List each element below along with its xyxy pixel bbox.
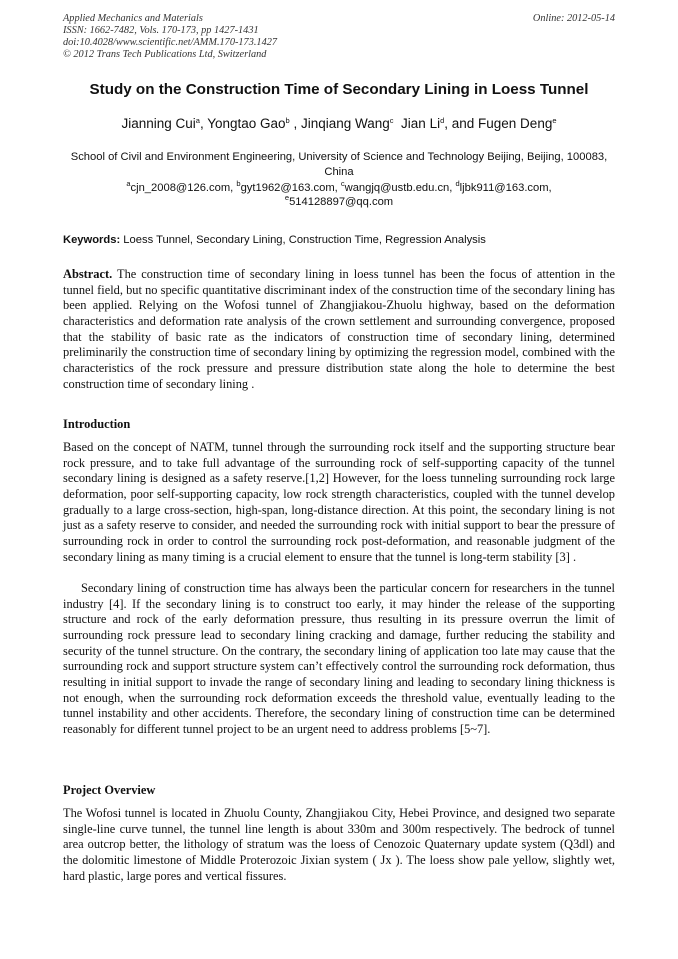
email: $^e$514128897@qq.com xyxy=(284,193,394,208)
journal-name: Applied Mechanics and Materials xyxy=(63,13,203,24)
keywords-label: Keywords: xyxy=(63,234,121,246)
doi-line: doi:10.4028/www.scientific.net/AMM.170-173.1427 xyxy=(63,37,278,48)
online-date: Online: 2012-05-14 xyxy=(532,13,615,24)
introduction-paragraph-2: Secondary lining of construction time has always been the particular concern for researchers in the tunnel industry [4]. If the secondary lining is to construct too early, it may hinder the release of the supporting structure and rock of the early deformation pressure, thus resulting in its pressure overrun the limit of surrounding rock pressure lead to secondary lining cracking and damage, further reducing the stability and security of the tunnel structure. On the contrary, the secondary lining of application too late may cause that the surrounding rock and support structure system can’t effectively control the surrounding rock deformation, thus resulting in initial support to invade the range of secondary lining and leading to secondary lining thickness is not enough, when the surrounding rock deformation exceeds the threshold value, eventually leading to the tunnel instability and other accidents. Therefore, the secondary lining of construction time can be determined reasonably for different tunnel project to be an urgent need to address problems [5~7]. xyxy=(63,581,615,736)
email: $^b$gyt1962@163.com, xyxy=(236,179,341,194)
abstract-text: The construction time of secondary lining in loess tunnel has been the focus of attention in the tunnel field, but no specific quantitative discriminant index of the construction time of the secondary lining has been applied. Relying on the Wofosi tunnel of Zhangjiakou-Zhuolu highway, based on the deformation characteristics and deformation rate analysis of the crown settlement and surrounding convergence, proposed that the stability of basic rate as the indicators of construction time of secondary lining, determined preliminarily the construction time of secondary lining by optimizing the regression model, combined with the characteristics of the rock pressure and pressure distribution state along the hole to determine the best construction time of secondary lining . xyxy=(63,267,615,391)
section-heading-project-overview: Project Overview xyxy=(63,783,156,797)
keywords xyxy=(63,233,615,247)
author-list xyxy=(40,115,638,133)
author: Jinqiang Wang$^c$ xyxy=(300,116,394,131)
email: $^d$ljbk911@163.com, xyxy=(455,179,552,194)
introduction-paragraph-1: Based on the concept of NATM, tunnel through the surrounding rock itself and the supporting structure bear rock pressure, and to take full advantage of the surrounding rock of self-supporting capacity of the tunnel secondary lining is designed as a safety reserve.[1,2] However, for the loess tunneling surrounding rock large deformation, poor self-supporting capacity, low rock strength characteristics, coupled with the tunnel develop gradually to a large cross-section, high-span, long-distance direction. At this point, the secondary lining is not just as a safety reserve to consider, and needed the surrounding rock with initial support to bear the pressure of surrounding rock in order to control the surrounding rock post-deformation, and reasonable judgment of the secondary lining as many timing is a crucial element to ensure that the tunnel is long-term stability [3] . xyxy=(63,440,615,564)
paper-title: Study on the Construction Time of Secondary Lining in Loess Tunnel xyxy=(89,81,589,98)
email: $^c$wangjq@ustb.edu.cn, xyxy=(340,179,456,194)
journal-header xyxy=(63,13,615,61)
abstract xyxy=(63,267,615,392)
author: Yongtao Gao$^b$ , xyxy=(207,116,301,131)
issn-line: ISSN: 1662-7482, Vols. 170-173, pp 1427-1431 xyxy=(63,25,259,36)
abstract-label: Abstract. xyxy=(63,267,113,281)
keywords-text: Loess Tunnel, Secondary Lining, Construction Time, Regression Analysis xyxy=(120,234,486,246)
email: $^a$cjn_2008@126.com, xyxy=(126,179,237,194)
section-heading-introduction: Introduction xyxy=(63,417,131,431)
project-overview-paragraph: The Wofosi tunnel is located in Zhuolu County, Zhangjiakou City, Hebei Province, and designed two separate single-line curve tunnel, the tunnel line length is about 330m and 300m respectively. The bedrock of tunnel area outcrop better, the lithology of stratum was the loess of Cenozoic Quaternary update system (Q3dl) and the dolomitic limestone of Middle Proterozoic Jixian system ( Jx ). The loess show pale yellow, slightly wet, hard plastic, large pores and vertical fissures. xyxy=(63,806,615,883)
email-list xyxy=(63,181,615,209)
author: Jianning Cui$^a$, xyxy=(121,116,208,131)
author: Jian Li$^d$, and xyxy=(401,116,479,131)
author: Fugen Deng$^e$ xyxy=(478,116,557,131)
copyright-line: © 2012 Trans Tech Publications Ltd, Switzerland xyxy=(63,49,267,60)
affiliation: School of Civil and Environment Engineering, University of Science and Technology Beijing, Beijing, 100083, China xyxy=(70,151,608,178)
